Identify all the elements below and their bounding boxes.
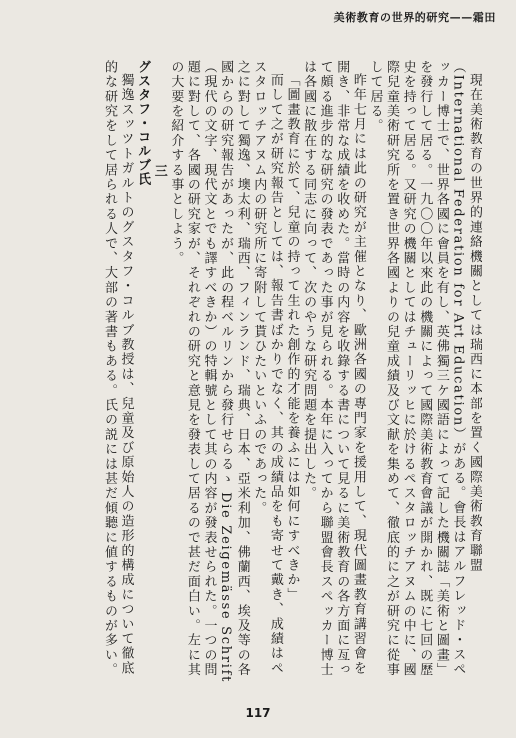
running-title: 美術教育の世界的研究——霜田 — [333, 11, 496, 24]
article-body — [28, 60, 482, 688]
paragraph: 之に對して獨逸、墺太利、瑞西、フィンランド、瑞典、日本、亞米利加、佛蘭西、埃及等の各國からの研究報告があったが、此の程ベルリンから發行せらるゝ Die Zeigemässe Schrift（現代の文字、現代文とでも譯すべきか）の特輯號として其の内容が發表せられた。一つの問題に對して、各國の研究家が、それぞれの研究と意見を發表して居るので甚だ面白い。左に其の大要を紹介する事としよう。 — [168, 60, 250, 684]
section-number: 三 — [151, 164, 167, 179]
paragraph: 而して之が研究報告としては、報告書ばかりでなく、其の成績品をも寄せて戴き、成績はペスタロッチアヌム内の研究所に寄附して貰ひたいといふのであった。 — [251, 60, 283, 676]
section-heading: グスタフ・コルブ氏 — [135, 60, 151, 186]
quoted-question: 「圖畫教育に於て、兒童の持って生れた創作的才能を養ふには如何にすべきか」 — [284, 73, 300, 603]
paragraph: 現在美術教育の世界的連絡機關としては瑞西に本部を置く國際美術教育聯盟（International Federation for Art Education）がある。會長はアルフレッド・スペッカー博士で、世界各國に會員を有し、英佛獨三ケ國語によって記した機關誌「美術と圖畫」を發行して居る。一九〇〇年以來此の機關によって國際美術教育會議が開かれ、既に七回の歷史を持って居る。又研究の機關としてはチューリッヒに於けるペスタロッチアヌムの中に、國際兒童美術研究所を置き世界各國よりの兒童成績及び文献を集めて、徹底的に之が研究に從事して居る。 — [367, 60, 482, 678]
page-header — [0, 7, 516, 33]
paragraph: 昨年七月には此の研究が主催となり、歐洲各國の專門家を援用して、現代圖畫教育講習會を開き、非常な成績を收めた。當時の内容を收錄する書について見るに美術教育の各方面に亙って頗る進步的な研究の發表であった事が見られる。本年に入ってから聯盟會長スペッカー博士は各國に散在する同志に向って、次のやうな研究問題を提出した。 — [301, 60, 366, 678]
paragraph: 獨逸スッツトガルトのグスタフ・コルブ教授は、兒童及び原始人の造形的構成について徹底的な研究をして居られる人で、大部の著書もある。氏の説には甚だ傾聽に値するものが多い。 — [101, 60, 134, 678]
page-number: 117 — [245, 706, 271, 720]
